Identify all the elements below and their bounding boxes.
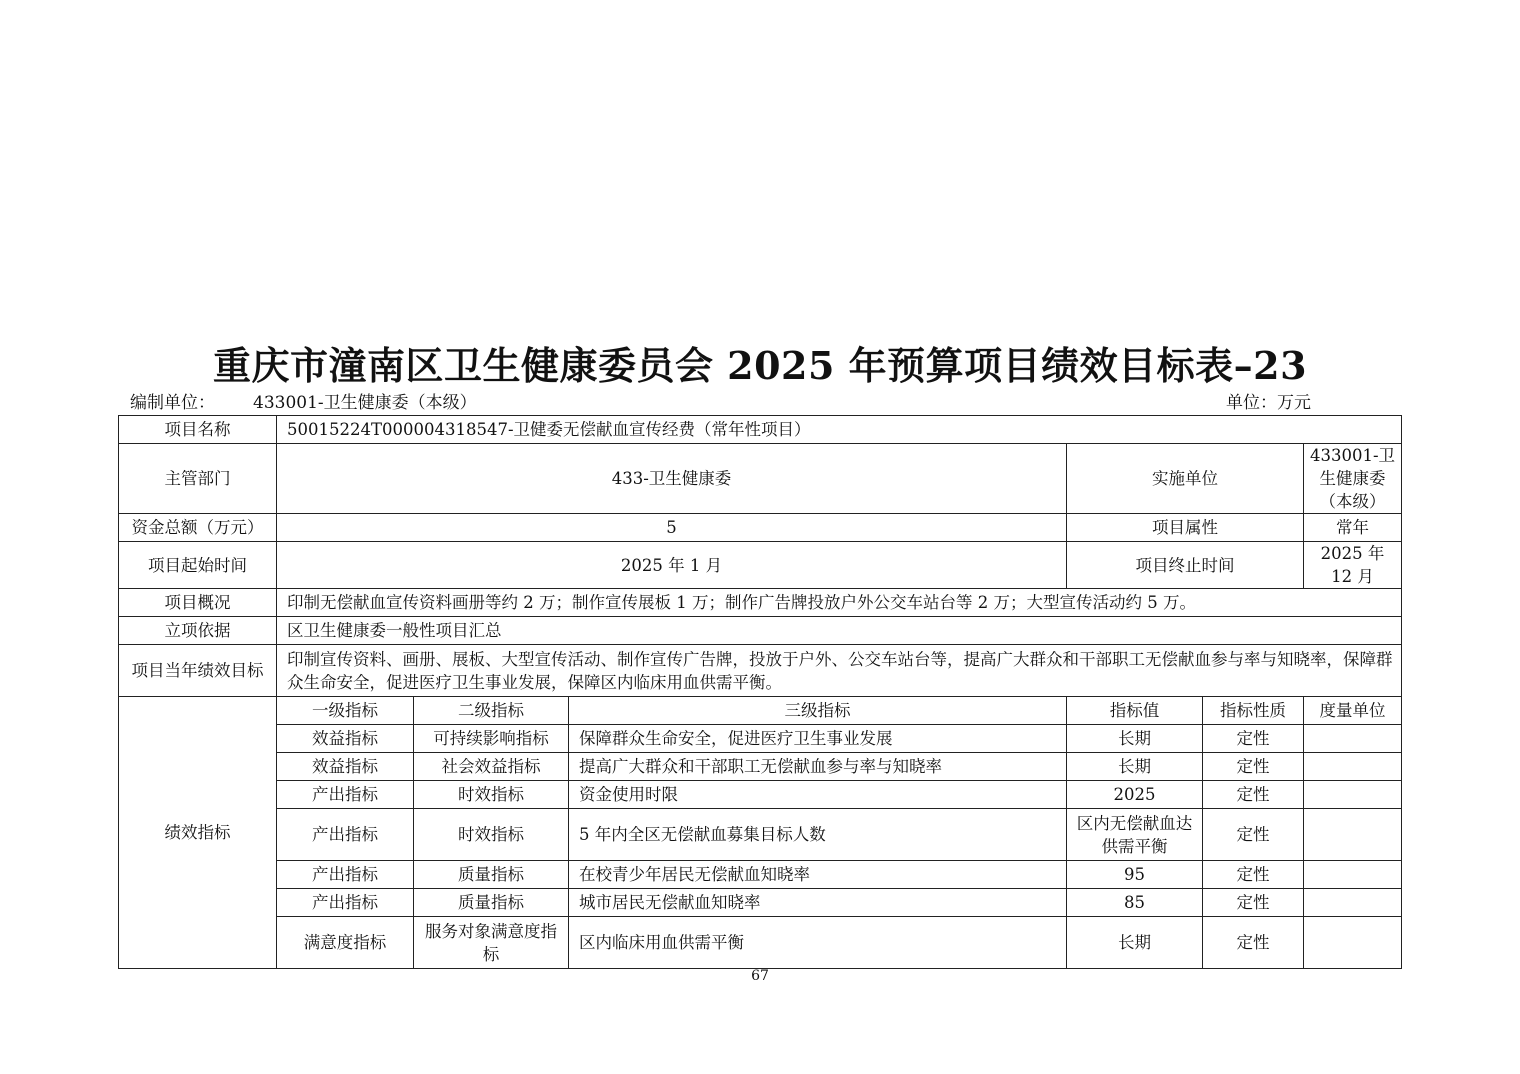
row-fund — [119, 514, 1402, 542]
table-row — [119, 781, 1402, 809]
indicator-unit — [1304, 861, 1402, 889]
table-row — [119, 889, 1402, 917]
indicator-value: 2025 — [1067, 781, 1203, 809]
indicator-level3: 城市居民无偿献血知晓率 — [569, 889, 1067, 917]
end-label: 项目终止时间 — [1067, 542, 1304, 589]
indicator-level3: 在校青少年居民无偿献血知晓率 — [569, 861, 1067, 889]
fund-label: 资金总额（万元） — [119, 514, 277, 542]
header-unit: 度量单位 — [1304, 697, 1402, 725]
project-name-value: 50015224T000004318547-卫健委无偿献血宣传经费（常年性项目） — [277, 416, 1402, 444]
indicator-level1: 效益指标 — [277, 725, 414, 753]
attr-value: 常年 — [1304, 514, 1402, 542]
indicator-unit — [1304, 753, 1402, 781]
indicator-header-row — [119, 697, 1402, 725]
unit-label: 单位：万元 — [1226, 393, 1311, 413]
goal-label: 项目当年绩效目标 — [119, 645, 277, 697]
indicator-nature: 定性 — [1203, 809, 1304, 861]
performance-table — [118, 415, 1402, 969]
indicator-unit — [1304, 889, 1402, 917]
indicator-level3: 区内临床用血供需平衡 — [569, 917, 1067, 969]
indicator-nature: 定性 — [1203, 861, 1304, 889]
row-department — [119, 444, 1402, 514]
indicator-level1: 产出指标 — [277, 809, 414, 861]
dept-value: 433-卫生健康委 — [277, 444, 1067, 514]
attr-label: 项目属性 — [1067, 514, 1304, 542]
table-row — [119, 861, 1402, 889]
impl-label: 实施单位 — [1067, 444, 1304, 514]
org-info — [130, 388, 477, 413]
impl-value: 433001-卫生健康委（本级） — [1304, 444, 1402, 514]
header-level3: 三级指标 — [569, 697, 1067, 725]
indicator-nature: 定性 — [1203, 917, 1304, 969]
indicator-level3: 5 年内全区无偿献血募集目标人数 — [569, 809, 1067, 861]
indicator-level2: 可持续影响指标 — [414, 725, 569, 753]
overview-label: 项目概况 — [119, 589, 277, 617]
indicator-value: 95 — [1067, 861, 1203, 889]
project-name-label: 项目名称 — [119, 416, 277, 444]
indicator-value: 长期 — [1067, 917, 1203, 969]
row-project-name — [119, 416, 1402, 444]
basis-label: 立项依据 — [119, 617, 277, 645]
dept-label: 主管部门 — [119, 444, 277, 514]
table-row — [119, 725, 1402, 753]
indicator-level1: 满意度指标 — [277, 917, 414, 969]
header-level2: 二级指标 — [414, 697, 569, 725]
indicator-level1: 效益指标 — [277, 753, 414, 781]
row-overview — [119, 589, 1402, 617]
header-level1: 一级指标 — [277, 697, 414, 725]
indicator-level1: 产出指标 — [277, 861, 414, 889]
indicator-nature: 定性 — [1203, 725, 1304, 753]
header-value: 指标值 — [1067, 697, 1203, 725]
page-title: 重庆市潼南区卫生健康委员会 2025 年预算项目绩效目标表–23 — [212, 343, 1308, 388]
org-label: 编制单位： — [130, 393, 215, 413]
indicator-level2: 时效指标 — [414, 781, 569, 809]
indicator-level2: 社会效益指标 — [414, 753, 569, 781]
row-dates — [119, 542, 1402, 589]
indicator-level3: 保障群众生命安全，促进医疗卫生事业发展 — [569, 725, 1067, 753]
indicators-section-label: 绩效指标 — [119, 697, 277, 969]
indicator-value: 长期 — [1067, 725, 1203, 753]
row-basis — [119, 617, 1402, 645]
indicator-level2: 质量指标 — [414, 861, 569, 889]
indicator-nature: 定性 — [1203, 781, 1304, 809]
table-row — [119, 753, 1402, 781]
indicator-level2: 服务对象满意度指标 — [414, 917, 569, 969]
table-row — [119, 809, 1402, 861]
indicator-nature: 定性 — [1203, 889, 1304, 917]
indicator-level2: 时效指标 — [414, 809, 569, 861]
indicator-level3: 资金使用时限 — [569, 781, 1067, 809]
goal-value: 印制宣传资料、画册、展板、大型宣传活动、制作宣传广告牌，投放于户外、公交车站台等，提高广大群众和干部职工无偿献血参与率与知晓率，保障群众生命安全，促进医疗卫生事业发展，保障区内临床用血供需平衡。 — [277, 645, 1402, 697]
indicator-level1: 产出指标 — [277, 889, 414, 917]
basis-value: 区卫生健康委一般性项目汇总 — [277, 617, 1402, 645]
indicator-value: 区内无偿献血达供需平衡 — [1067, 809, 1203, 861]
org-value: 433001-卫生健康委（本级） — [253, 393, 477, 413]
page-number: 67 — [751, 968, 769, 984]
indicator-unit — [1304, 917, 1402, 969]
end-value: 2025 年 12 月 — [1304, 542, 1402, 589]
start-value: 2025 年 1 月 — [277, 542, 1067, 589]
overview-value: 印制无偿献血宣传资料画册等约 2 万；制作宣传展板 1 万；制作广告牌投放户外公交车站台等 2 万；大型宣传活动约 5 万。 — [277, 589, 1402, 617]
row-goal — [119, 645, 1402, 697]
indicator-unit — [1304, 809, 1402, 861]
fund-value: 5 — [277, 514, 1067, 542]
indicator-level2: 质量指标 — [414, 889, 569, 917]
indicator-value: 长期 — [1067, 753, 1203, 781]
table-row — [119, 917, 1402, 969]
indicator-unit — [1304, 781, 1402, 809]
indicator-unit — [1304, 725, 1402, 753]
indicator-nature: 定性 — [1203, 753, 1304, 781]
indicator-level1: 产出指标 — [277, 781, 414, 809]
header-nature: 指标性质 — [1203, 697, 1304, 725]
indicator-level3: 提高广大群众和干部职工无偿献血参与率与知晓率 — [569, 753, 1067, 781]
start-label: 项目起始时间 — [119, 542, 277, 589]
indicator-value: 85 — [1067, 889, 1203, 917]
